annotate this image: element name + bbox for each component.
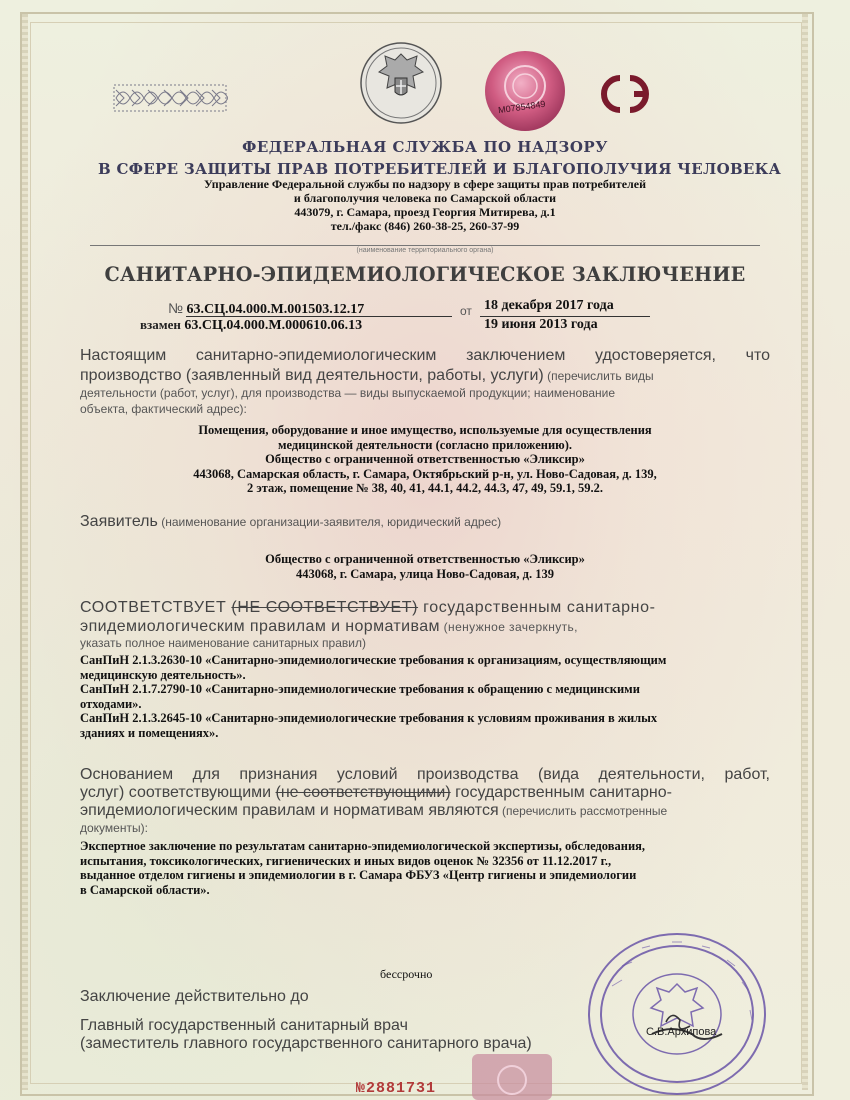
applicant-note: (наименование организации-заявителя, юридический адрес) xyxy=(157,515,502,529)
basis-text: услуг) соответствующими xyxy=(80,784,276,801)
hologram-number: M07854849 xyxy=(497,98,547,116)
object-line: Помещения, оборудование и иное имущество, используемые для осуществления xyxy=(198,423,652,437)
state-emblem-icon xyxy=(360,40,442,126)
intro-note: (перечислить виды xyxy=(543,369,654,383)
basis-line xyxy=(80,784,770,802)
validity-value: бессрочно xyxy=(380,967,433,981)
hologram-sticker-bottom-icon xyxy=(470,1050,554,1100)
from-label: от xyxy=(460,304,472,318)
signatory-subtitle: (заместитель главного государственного санитарного врача) xyxy=(80,1035,532,1052)
basis-note: (перечислить рассмотренные xyxy=(498,804,668,818)
rule-line: СанПиН 2.1.3.2630-10 «Санитарно-эпидемиологические требования к организациям, осуществляющим xyxy=(80,653,667,667)
conformity-struck: (НЕ СООТВЕТСТВУЕТ) xyxy=(231,599,419,616)
certificate-number: 63.СЦ.04.000.М.001503.12.17 xyxy=(186,302,365,317)
conformity-mark-icon xyxy=(590,72,662,116)
intro-text: производство (заявленный вид деятельности, работы, услуги) xyxy=(80,367,544,384)
authority-caption: (наименование территориального органа) xyxy=(356,247,494,254)
applicant-label xyxy=(80,513,501,531)
conformity-line xyxy=(80,599,770,617)
authority-line: 443079, г. Самара, проезд Георгия Митирева, д.1 xyxy=(294,205,556,219)
sanitary-rules xyxy=(80,653,780,741)
intro-line: Настоящим санитарно-эпидемиологическим заключением удостоверяется, что xyxy=(80,347,770,364)
conformity-rest: государственным санитарно- xyxy=(418,599,656,616)
replaced-number: 63.СЦ.04.000.М.000610.06.13 xyxy=(184,318,363,333)
conformity-word: СООТВЕТСТВУЕТ xyxy=(80,599,227,616)
basis-line: Основанием для признания условий производства (вида деятельности, работ, xyxy=(80,766,770,783)
applicant-details xyxy=(100,552,750,581)
guilloche-ornament-icon xyxy=(112,82,228,114)
intro-note: деятельности (работ, услуг), для производства — виды выпускаемой продукции; наименование xyxy=(80,386,616,400)
conformity-line xyxy=(80,618,578,636)
applicant-line: 443068, г. Самара, улица Ново-Садовая, д. 139 xyxy=(295,566,555,581)
agency-name-line2: В СФЕРЕ ЗАЩИТЫ ПРАВ ПОТРЕБИТЕЛЕЙ И БЛАГОПОЛУЧИЯ ЧЕЛОВЕКА xyxy=(98,160,782,178)
intro-note: объекта, фактический адрес): xyxy=(80,402,247,416)
right-ornament-band xyxy=(802,14,808,1090)
conformity-note: указать полное наименование санитарных правил) xyxy=(80,636,366,650)
rule-line: зданиях и помещениях». xyxy=(80,725,219,740)
number-label: № xyxy=(168,300,184,316)
doc-line: Экспертное заключение по результатам санитарно-эпидемиологической экспертизы, обследования, xyxy=(80,839,646,853)
doc-line: испытания, токсикологических, гигиенических и иных видов оценок № 32356 от 11.12.2017 г., xyxy=(80,853,612,868)
validity-label: Заключение действительно до xyxy=(80,988,309,1005)
divider xyxy=(90,245,760,246)
replaced-label: взамен xyxy=(140,317,181,332)
hologram-sticker xyxy=(484,50,566,132)
number-underline xyxy=(186,316,452,317)
basis-text: эпидемиологическим правилам и нормативам являются xyxy=(80,802,499,819)
basis-documents xyxy=(80,839,780,897)
object-description xyxy=(100,423,750,496)
replaced-date: 19 июня 2013 года xyxy=(484,317,598,332)
basis-line xyxy=(80,802,667,820)
issue-date: 18 декабря 2017 года xyxy=(484,298,614,313)
date-underline xyxy=(480,316,650,317)
rule-line: СанПиН 2.1.3.2645-10 «Санитарно-эпидемиологические требования к условиям проживания в жилых xyxy=(80,711,658,726)
rule-line: отходами». xyxy=(80,696,142,711)
doc-line: в Самарской области». xyxy=(80,882,210,897)
form-serial-number: №2881731 xyxy=(356,1080,437,1097)
object-line: 443068, Самарская область, г. Самара, Октябрьский р-н, ул. Ново-Садовая, д. 139, xyxy=(193,466,657,481)
object-line: Общество с ограниченной ответственностью «Эликсир» xyxy=(265,452,585,467)
intro-line xyxy=(80,367,770,385)
conformity-text: эпидемиологическим правилам и нормативам xyxy=(80,618,440,635)
document-title: САНИТАРНО-ЭПИДЕМИОЛОГИЧЕСКОЕ ЗАКЛЮЧЕНИЕ xyxy=(104,262,746,286)
basis-note: документы): xyxy=(80,821,148,835)
object-line: медицинской деятельности (согласно приложению). xyxy=(278,437,572,452)
conformity-note: (ненужное зачеркнуть, xyxy=(439,620,578,634)
signatory-name: С.В.Архипова xyxy=(646,1026,717,1038)
object-line: 2 этаж, помещение № 38, 40, 41, 44.1, 44.2, 44.3, 47, 49, 59.1, 59.2. xyxy=(246,481,604,496)
signatory-title: Главный государственный санитарный врач xyxy=(80,1017,408,1034)
doc-line: выданное отделом гигиены и эпидемиологии в г. Самара ФБУЗ «Центр гигиены и эпидемиологии xyxy=(80,868,637,883)
authority-line: тел./факс (846) 260-38-25, 260-37-99 xyxy=(330,219,520,233)
authority-line: и благополучия человека по Самарской области xyxy=(293,191,557,205)
basis-text: государственным санитарно- xyxy=(450,784,672,801)
applicant-text: Заявитель xyxy=(80,513,158,530)
agency-name-line1: ФЕДЕРАЛЬНАЯ СЛУЖБА ПО НАДЗОРУ xyxy=(242,138,608,156)
hologram-icon xyxy=(484,50,566,132)
rule-line: СанПиН 2.1.7.2790-10 «Санитарно-эпидемиологические требования к обращению с медицинскими xyxy=(80,682,640,697)
left-ornament-band xyxy=(22,14,28,1090)
territorial-authority xyxy=(150,177,700,233)
basis-struck: (не соответствующими) xyxy=(275,784,451,801)
applicant-line: Общество с ограниченной ответственностью «Эликсир» xyxy=(265,552,585,566)
authority-line: Управление Федеральной службы по надзору в сфере защиты прав потребителей xyxy=(203,177,646,191)
rule-line: медицинскую деятельность». xyxy=(80,667,246,682)
replaced-number-row xyxy=(140,317,362,334)
official-seal-icon xyxy=(582,926,772,1098)
